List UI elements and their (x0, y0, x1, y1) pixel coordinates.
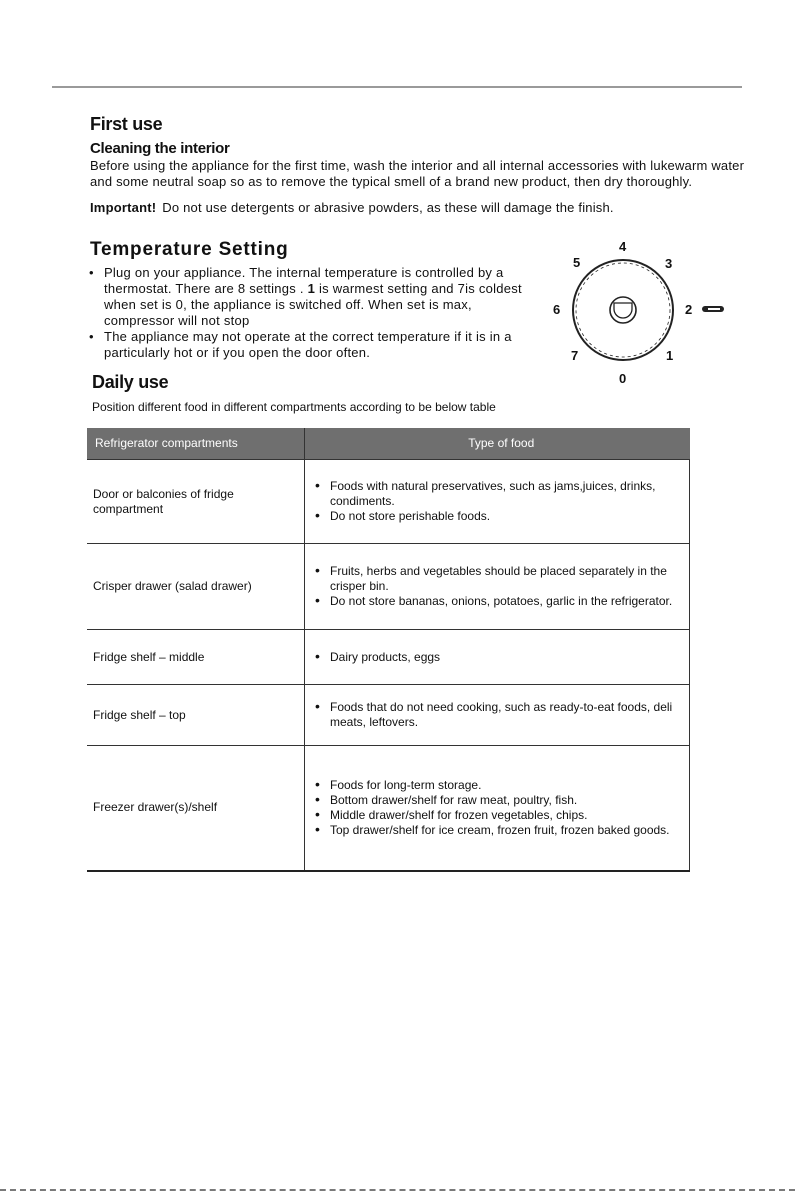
food-storage-table (87, 428, 690, 872)
important-text: Do not use detergents or abrasive powders, as these will damage the finish. (162, 200, 614, 215)
food-item: • Dairy products, eggs (315, 650, 689, 665)
compartment-cell: Fridge shelf – middle (87, 630, 305, 685)
temperature-list (88, 265, 528, 361)
table-header-food: Type of food (305, 428, 690, 460)
dial-label: 3 (665, 256, 673, 271)
important-label: Important! (90, 200, 157, 215)
daily-use-heading: Daily use (92, 372, 169, 392)
temperature-bullet-2: • The appliance may not operate at the correct temperature if it is in a particularly hot or if you open the door often. (88, 329, 528, 361)
table-row (87, 746, 690, 871)
compartment-cell: Door or balconies of fridge compartment (87, 460, 305, 544)
cleaning-heading: Cleaning the interior (90, 140, 230, 157)
dial-label: 7 (571, 348, 579, 363)
food-item: • Fruits, herbs and vegetables should be placed separately in the crisper bin. (315, 564, 689, 594)
compartment-cell: Fridge shelf – top (87, 685, 305, 746)
table-row (87, 544, 690, 630)
dial-label: 2 (685, 302, 693, 317)
bullet-text: is warmest setting and 7is coldest when set is 0, the appliance is switched off. When set is max, compressor will not stop (104, 281, 522, 328)
cleaning-paragraph: Before using the appliance for the first time, wash the interior and all internal accessories with lukewarm water and some neutral soap so as to remove the typical smell of a brand new product, then dry thoroughly. (90, 158, 745, 189)
dial-label: 4 (619, 239, 627, 254)
food-item: • Middle drawer/shelf for frozen vegetables, chips. (315, 808, 689, 823)
food-item: • Do not store bananas, onions, potatoes, garlic in the refrigerator. (315, 594, 689, 609)
table-row (87, 630, 690, 685)
table-header-row (87, 428, 690, 460)
important-note (90, 200, 614, 216)
table-header-compartment: Refrigerator compartments (87, 428, 305, 460)
dial-knob-icon (610, 297, 636, 323)
dial-label: 0 (619, 371, 627, 386)
compartment-cell: Freezer drawer(s)/shelf (87, 746, 305, 871)
table-row (87, 460, 690, 544)
food-item: • Top drawer/shelf for ice cream, frozen fruit, frozen baked goods. (315, 823, 689, 838)
daily-use-paragraph: Position different food in different compartments according to be below table (92, 400, 496, 414)
dial-label: 5 (573, 255, 581, 270)
header-rule (52, 86, 742, 88)
food-item: • Do not store perishable foods. (315, 509, 689, 524)
temperature-bullet-1 (88, 265, 528, 329)
food-item: • Bottom drawer/shelf for raw meat, poultry, fish. (315, 793, 689, 808)
food-item: • Foods for long-term storage. (315, 778, 689, 793)
dial-label: 6 (553, 302, 561, 317)
food-cell (305, 685, 690, 746)
food-cell (305, 630, 690, 685)
table-row (87, 685, 690, 746)
food-cell (305, 460, 690, 544)
dial-label: 1 (666, 348, 674, 363)
compartment-cell: Crisper drawer (salad drawer) (87, 544, 305, 630)
food-cell (305, 746, 690, 871)
temperature-heading: Temperature Setting (90, 239, 289, 260)
first-use-heading: First use (90, 114, 163, 134)
bullet-bold: 1 (307, 281, 316, 296)
food-item: • Foods that do not need cooking, such as ready-to-eat foods, deli meats, leftovers. (315, 700, 689, 730)
food-item: • Foods with natural preservatives, such as jams,juices, drinks, condiments. (315, 479, 689, 509)
bullet-text: Plug on your appliance. The internal temperature is controlled by a thermostat. There are 8 settings . (104, 265, 504, 296)
food-cell (305, 544, 690, 630)
dial-pointer-icon (702, 306, 724, 312)
thermostat-dial-diagram (548, 236, 738, 386)
footer-rule (0, 1189, 795, 1191)
